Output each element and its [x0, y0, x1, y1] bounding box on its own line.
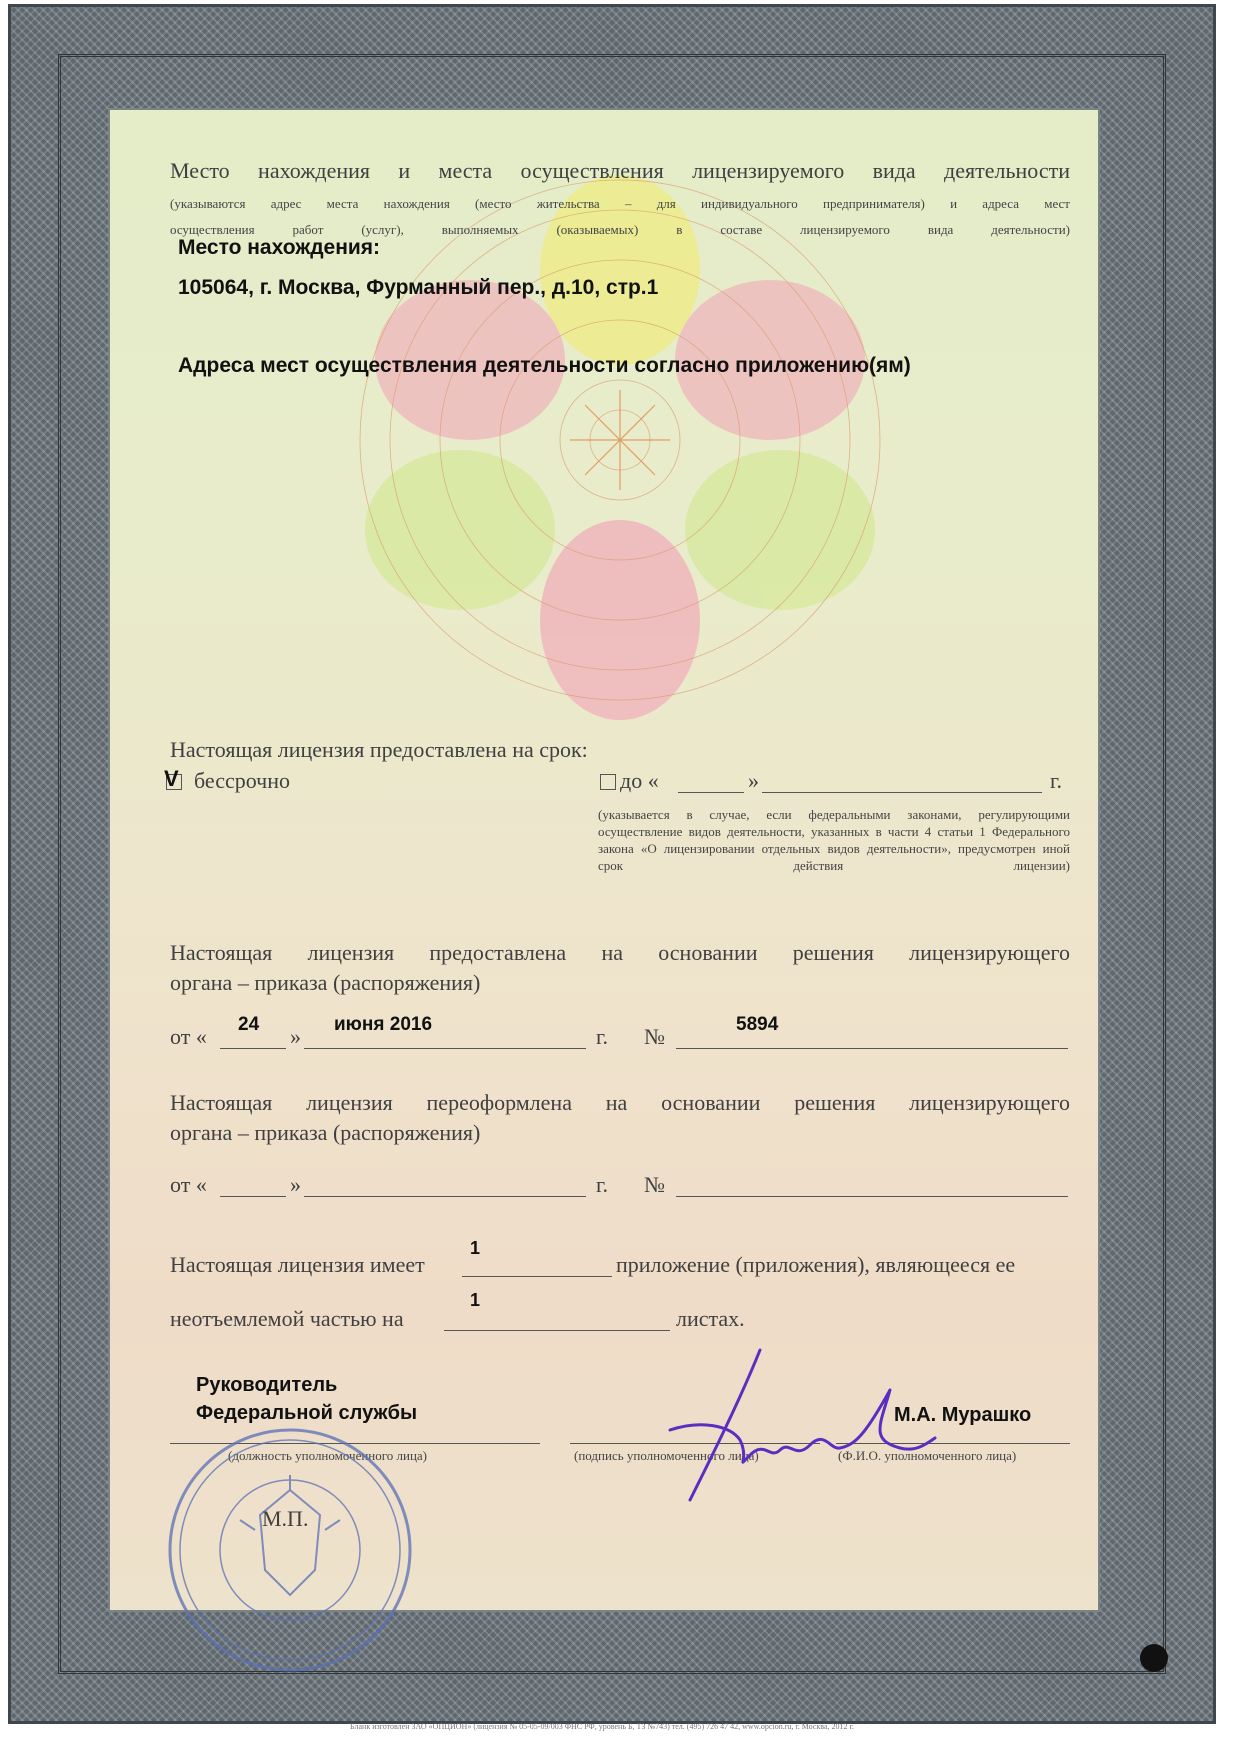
term-label: Настоящая лицензия предоставлена на срок:: [170, 737, 588, 762]
print-footer: Бланк изготовлен ЗАО «ОПЦИОН» (лицензия № 05-05-09/003 ФНС РФ, уровень Б, ТЗ №743) тел. (495) 726 47 42, www.opcion.ru, г. Москва, 2012 г.: [350, 1722, 854, 1731]
grant-number-label: №: [644, 1024, 665, 1049]
grant-day-line: [220, 1048, 286, 1049]
until-day-line: [678, 792, 744, 793]
location-note-line2: осуществления работ (услуг), выполняемых (оказываемых) в составе лицензируемого вида деятельности): [170, 222, 1070, 237]
until-date-line: [762, 792, 1042, 793]
appendix-count: 1: [470, 1238, 481, 1258]
grant-day: 24: [238, 1014, 260, 1035]
grant-number: 5894: [736, 1014, 779, 1035]
indefinite-label: бессрочно: [194, 768, 291, 793]
sheet-count: 1: [470, 1290, 481, 1310]
grant-from-prefix: от «: [170, 1024, 207, 1049]
location-note-line1: (указываются адрес места нахождения (место жительства – для индивидуального предпринимателя) и адреса мест: [170, 196, 1070, 211]
until-suffix: г.: [1050, 768, 1063, 793]
location-heading: Место нахождения и места осуществления лицензируемого вида деятельности: [170, 158, 1070, 183]
seal-place-label: М.П.: [262, 1506, 309, 1531]
reissue-from-close: »: [290, 1172, 301, 1197]
caption-position: (должность уполномоченного лица): [228, 1448, 428, 1463]
reissue-year-suffix: г.: [596, 1172, 609, 1197]
activity-addresses: Адреса мест осуществления деятельности согласно приложению(ям): [178, 354, 911, 377]
grant-number-line: [676, 1048, 1068, 1049]
grant-date-line: [304, 1048, 586, 1049]
handwritten-signature: [640, 1330, 940, 1510]
punch-hole-mark: [1140, 1644, 1168, 1672]
reissue-from-prefix: от «: [170, 1172, 207, 1197]
grant-from-close: »: [290, 1024, 301, 1049]
appendix-count-line: [462, 1276, 612, 1277]
reissue-line1: Настоящая лицензия переоформлена на основании решения лицензирующего: [170, 1090, 1070, 1115]
reissue-day-line: [220, 1196, 286, 1197]
position-line2: Федеральной службы: [196, 1402, 418, 1424]
until-prefix: до «: [620, 768, 659, 793]
grant-line1: Настоящая лицензия предоставлена на основании решения лицензирующего: [170, 940, 1070, 965]
official-seal: [150, 1420, 430, 1680]
location-label: Место нахождения:: [178, 236, 381, 259]
grant-month-year: июня 2016: [334, 1014, 433, 1035]
grant-line2: органа – приказа (распоряжения): [170, 970, 481, 995]
sheet-count-line: [444, 1330, 670, 1331]
until-checkbox: [600, 774, 616, 790]
position-line1: Руководитель: [196, 1374, 338, 1396]
reissue-number-line: [676, 1196, 1068, 1197]
term-note: (указывается в случае, если федеральными законами, регулирующими осуществление видов деятельности, указанных в части 4 статьи 1 Федерального закона «О лицензировании отдельных видов деятельности», предусмотрен иной срок действия лицензии): [598, 807, 1070, 873]
location-address: 105064, г. Москва, Фурманный пер., д.10, стр.1: [178, 276, 659, 299]
appendix-line2-prefix: неотъемлемой частью на: [170, 1306, 404, 1331]
grant-year-suffix: г.: [596, 1024, 609, 1049]
appendix-line2-suffix: листах.: [676, 1306, 745, 1331]
appendix-line1-suffix: приложение (приложения), являющееся ее: [616, 1252, 1016, 1277]
reissue-line2: органа – приказа (распоряжения): [170, 1120, 481, 1145]
reissue-number-label: №: [644, 1172, 665, 1197]
reissue-date-line: [304, 1196, 586, 1197]
checked-mark: V: [164, 766, 179, 791]
appendix-line1-prefix: Настоящая лицензия имеет: [170, 1252, 425, 1277]
caption-name: (Ф.И.О. уполномоченного лица): [838, 1448, 1017, 1463]
signatory-name: М.А. Мурашко: [894, 1404, 1032, 1426]
until-mid: »: [748, 768, 759, 793]
caption-signature: (подпись уполномоченного лица): [574, 1448, 759, 1463]
